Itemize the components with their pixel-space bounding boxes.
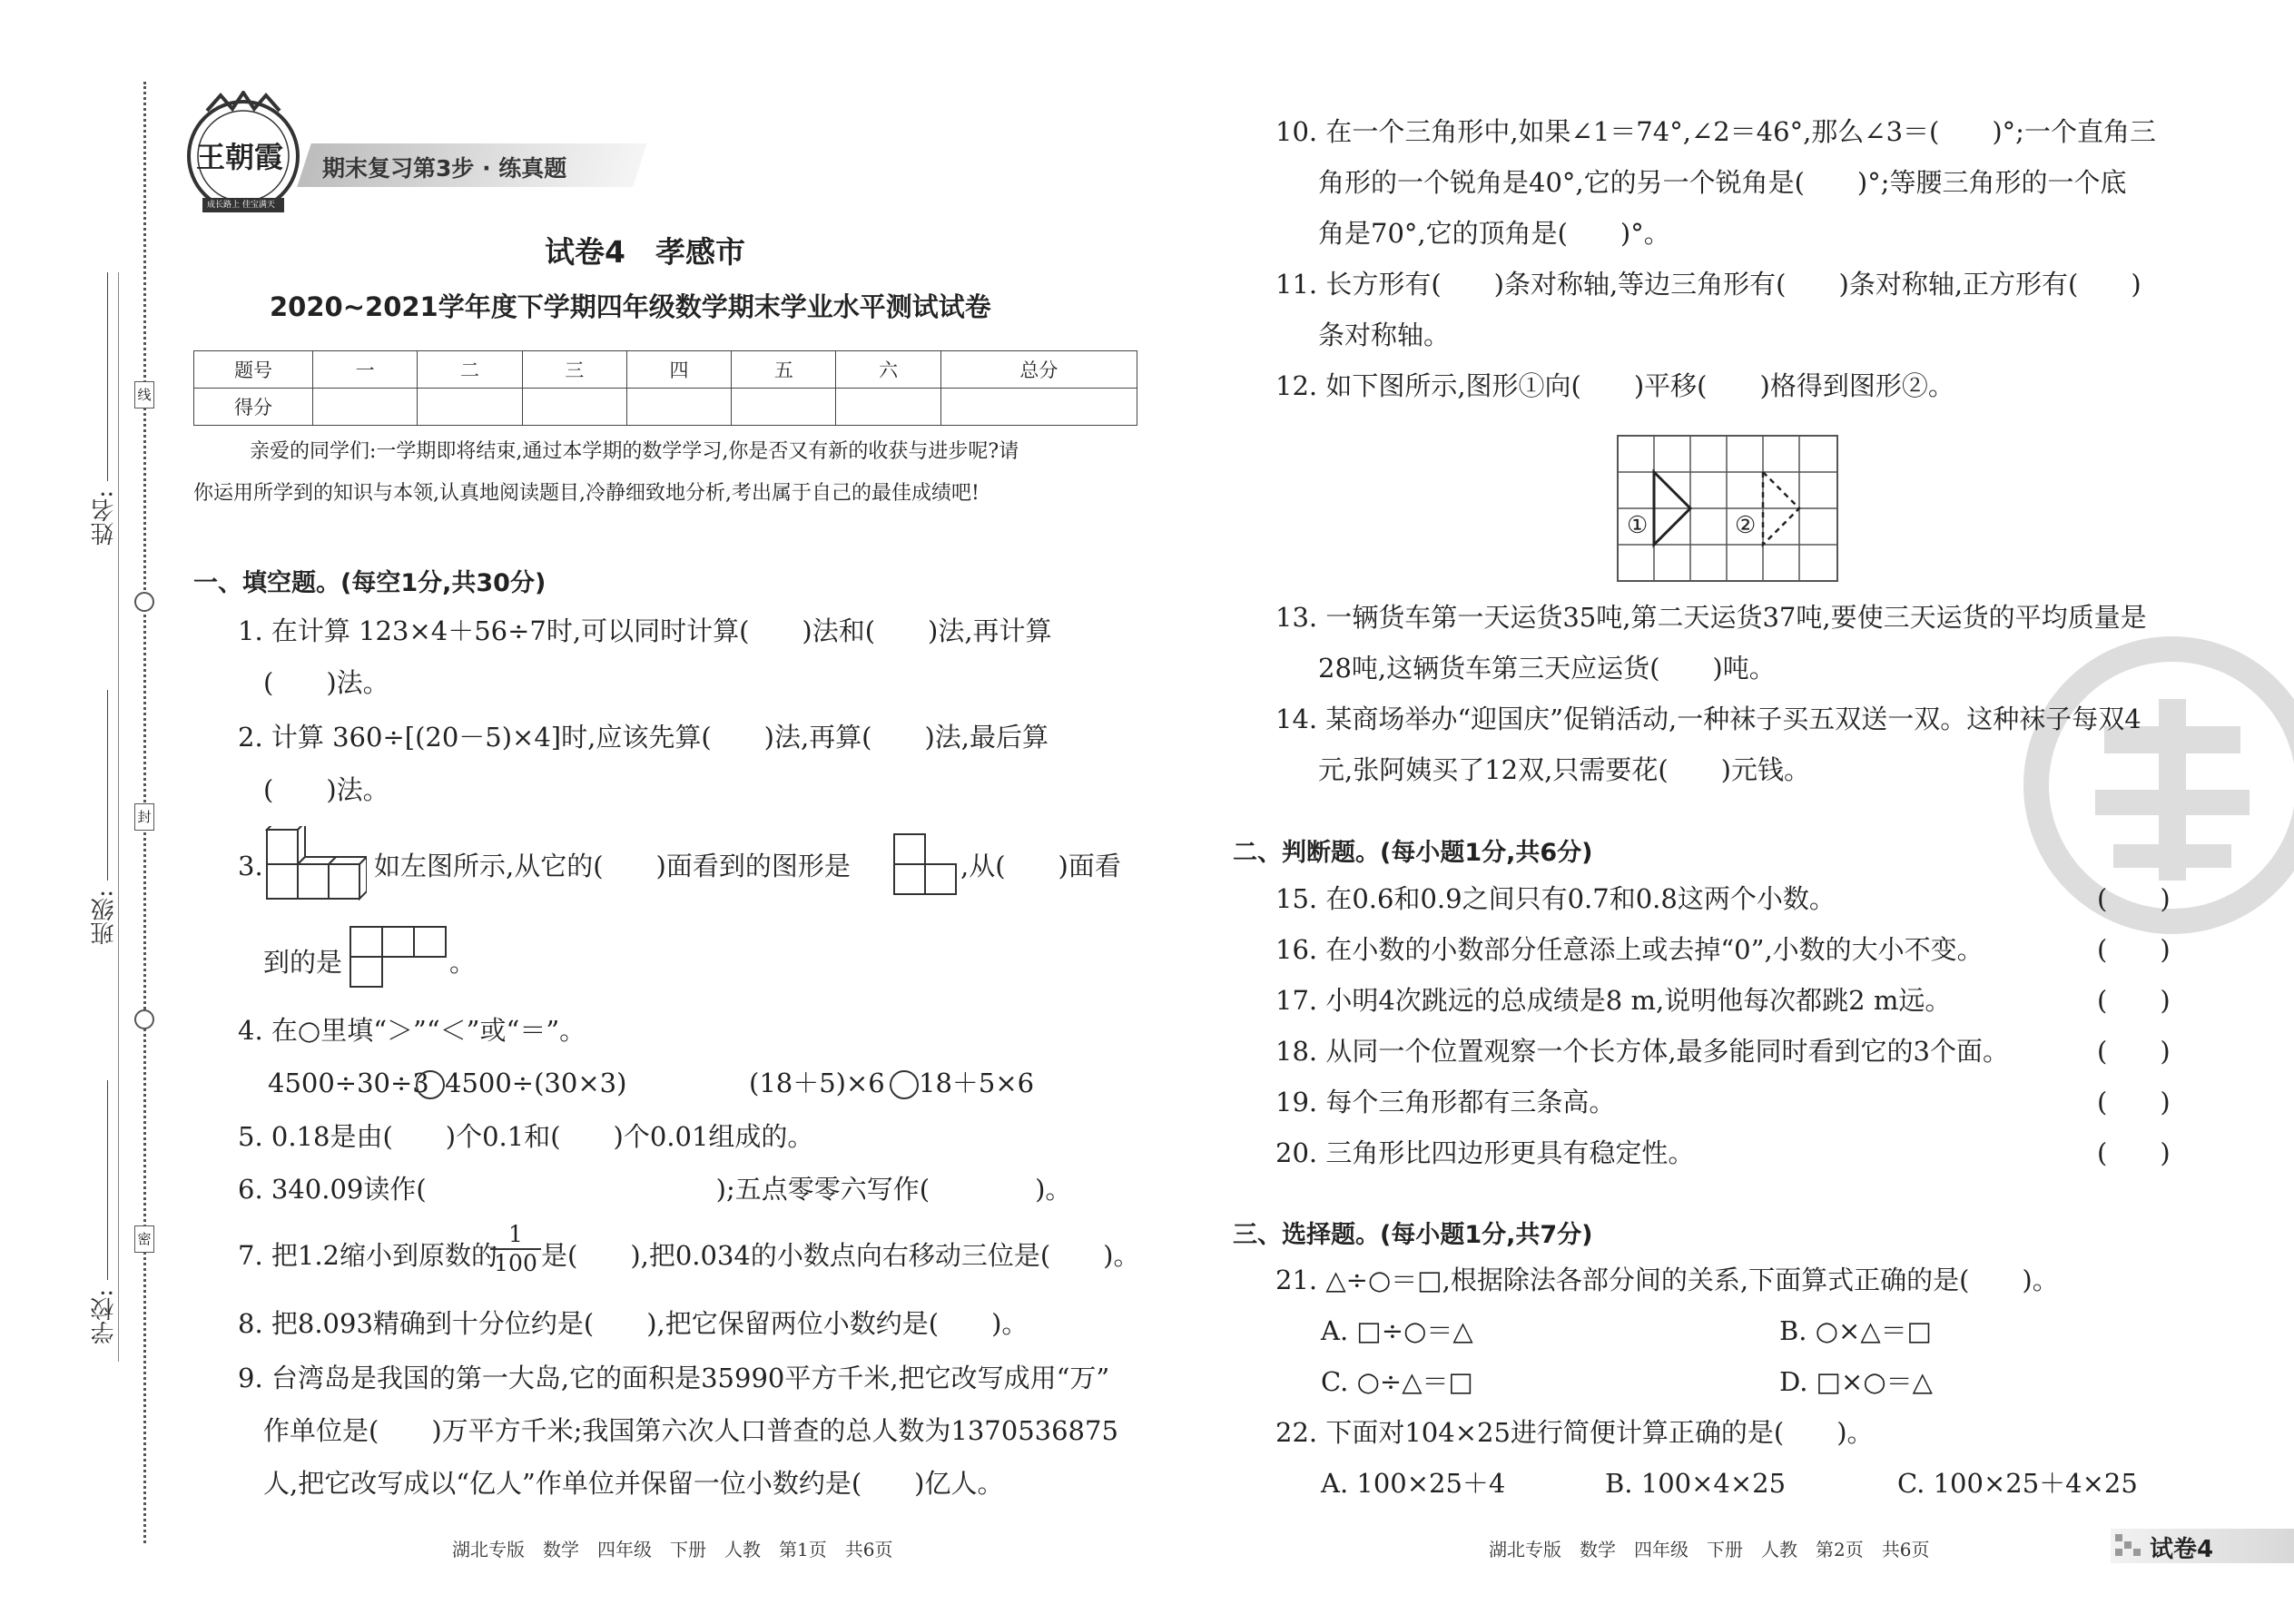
score-cell: 六 xyxy=(836,351,940,389)
score-cell: 五 xyxy=(732,351,836,389)
footer-left: 湖北专版 数学 四年级 下册 人教 第1页 共6页 xyxy=(452,1539,893,1560)
q22-option-a[interactable]: A. 100×25＋4 xyxy=(1321,1468,1506,1499)
judge-answer-15[interactable]: ( ) xyxy=(2097,883,2171,914)
judge-answer-19[interactable]: ( ) xyxy=(2097,1087,2171,1117)
q1-line1: 1. 在计算 123×4＋56÷7时,可以同时计算( )法和( )法,再计算 xyxy=(238,615,1052,646)
q4-expr2-right: 18＋5×6 xyxy=(919,1068,1035,1098)
q14-line1: 14. 某商场举办“迎国庆”促销活动,一种袜子买五双送一双。这种袜子每双4 xyxy=(1275,704,2141,734)
q14-line2: 元,张阿姨买了12双,只需要花( )元钱。 xyxy=(1318,754,1810,785)
score-input-cell[interactable] xyxy=(732,389,836,426)
compare-circle-2[interactable] xyxy=(890,1070,919,1099)
fraction-denominator: 100 xyxy=(494,1250,537,1276)
seal-char-mi: 密 xyxy=(134,1225,154,1253)
class-label: 班级: xyxy=(91,890,118,945)
q9-line1: 9. 台湾岛是我国的第一大岛,它的面积是35990平方千米,把它改写成用“万” xyxy=(238,1363,1110,1393)
fraction-numerator: 1 xyxy=(490,1221,541,1250)
judge-item-20: 20. 三角形比四边形更具有稳定性。 xyxy=(1275,1137,1695,1168)
score-input-cell[interactable] xyxy=(313,389,418,426)
punch-hole-2 xyxy=(134,1009,154,1029)
q7-text-b: 是( ),把0.034的小数点向右移动三位是( )。 xyxy=(541,1240,1140,1271)
q2-line1: 2. 计算 360÷[(20－5)×4]时,应该先算( )法,再算( )法,最后算 xyxy=(238,722,1049,753)
score-input-cell[interactable] xyxy=(522,389,626,426)
q12-text: 12. 如下图所示,图形①向( )平移( )格得到图形②。 xyxy=(1275,370,1954,401)
q22-option-b[interactable]: B. 100×4×25 xyxy=(1605,1468,1787,1499)
section2-title: 二、判断题。(每小题1分,共6分) xyxy=(1233,839,1593,867)
section3-title: 三、选择题。(每小题1分,共7分) xyxy=(1233,1221,1593,1249)
seal-char-feng: 封 xyxy=(134,803,154,831)
judge-item-17: 17. 小明4次跳远的总成绩是8 m,说明他每次都跳2 m远。 xyxy=(1275,985,1952,1016)
score-cell: 题号 xyxy=(194,351,313,389)
q7-text-a: 7. 把1.2缩小到原数的 xyxy=(238,1240,498,1271)
q2-line2: ( )法。 xyxy=(263,774,389,805)
q10-line1: 10. 在一个三角形中,如果∠1＝74°,∠2＝46°,那么∠3＝( )°;一个直角三 xyxy=(1275,116,2156,147)
score-input-cell[interactable] xyxy=(836,389,940,426)
q13-line1: 13. 一辆货车第一天运货35吨,第二天运货37吨,要使三天运货的平均质量是 xyxy=(1275,602,2147,633)
intro-line-2: 你运用所学到的知识与本领,认真地阅读题目,冷静细致地分析,考出属于自己的最佳成绩吧! xyxy=(193,482,980,505)
score-table-header-row xyxy=(194,351,1137,389)
judge-item-16: 16. 在小数的小数部分任意添上或去掉“0”,小数的大小不变。 xyxy=(1275,934,1984,965)
cube-stack-figure xyxy=(265,826,367,901)
q8-text: 8. 把8.093精确到十分位约是( ),把它保留两位小数约是( )。 xyxy=(238,1308,1029,1339)
q1-line2: ( )法。 xyxy=(263,667,389,698)
q4-text: 4. 在○里填“＞”“＜”或“＝”。 xyxy=(238,1015,586,1046)
q9-line2: 作单位是( )万平方千米;我国第六次人口普查的总人数为1370536875 xyxy=(263,1415,1118,1446)
score-table-score-row xyxy=(194,389,1137,426)
q22-text: 22. 下面对104×25进行简便计算正确的是( )。 xyxy=(1275,1417,1874,1448)
section1-title: 一、填空题。(每空1分,共30分) xyxy=(193,569,546,597)
judge-answer-16[interactable]: ( ) xyxy=(2097,934,2171,965)
q3-text-a: 如左图所示,从它的( )面看到的图形是 xyxy=(374,851,851,881)
q6-text: 6. 340.09读作( );五点零零六写作( )。 xyxy=(238,1174,1072,1205)
footer-tag: 试卷4 xyxy=(2150,1536,2214,1563)
judge-item-15: 15. 在0.6和0.9之间只有0.7和0.8这两个小数。 xyxy=(1275,883,1836,914)
score-input-cell[interactable] xyxy=(418,389,522,426)
q3-text-c: 到的是 xyxy=(263,947,343,978)
q21-text: 21. △÷○＝□,根据除法各部分间的关系,下面算式正确的是( )。 xyxy=(1275,1265,2059,1295)
class-line[interactable] xyxy=(107,690,108,881)
judge-item-19: 19. 每个三角形都有三条高。 xyxy=(1275,1087,1616,1117)
punch-hole-1 xyxy=(134,592,154,612)
q11-line2: 条对称轴。 xyxy=(1318,320,1451,350)
school-label: 学校: xyxy=(91,1289,118,1344)
score-input-cell[interactable] xyxy=(940,389,1137,426)
q21-option-b[interactable]: B. ○×△＝□ xyxy=(1779,1315,1933,1346)
figure-label-1: ① xyxy=(1627,512,1649,539)
q4-expr2-left: (18＋5)×6 xyxy=(749,1068,885,1098)
judge-answer-17[interactable]: ( ) xyxy=(2097,985,2171,1016)
q7-fraction xyxy=(490,1221,541,1277)
judge-answer-20[interactable]: ( ) xyxy=(2097,1137,2171,1168)
solid-binding-line xyxy=(118,272,119,1362)
judge-answer-18[interactable]: ( ) xyxy=(2097,1036,2171,1067)
paper-title: 试卷4 孝感市 xyxy=(545,234,745,270)
school-line[interactable] xyxy=(107,1080,108,1280)
footer-right: 湖北专版 数学 四年级 下册 人教 第2页 共6页 xyxy=(1489,1539,1930,1560)
view-shape-1 xyxy=(893,833,957,895)
q22-option-c[interactable]: C. 100×25＋4×25 xyxy=(1897,1468,2138,1499)
q13-line2: 28吨,这辆货车第三天应运货( )吨。 xyxy=(1318,653,1776,684)
q3-text-b: ,从( )面看 xyxy=(960,851,1121,881)
logo-subtext: 成长路上 佳宝满天 xyxy=(207,201,275,210)
translation-grid-figure xyxy=(1616,434,1839,583)
q10-line3: 角是70°,它的顶角是( )°。 xyxy=(1318,218,1670,249)
q21-option-c[interactable]: C. ○÷△＝□ xyxy=(1321,1366,1473,1397)
logo-text: 王朝霞 xyxy=(196,140,284,174)
q3-text-d: 。 xyxy=(449,947,477,978)
q3-number: 3. xyxy=(238,851,263,881)
step-banner-text: 期末复习第3步 · 练真题 xyxy=(322,155,567,182)
q4-expr1-right: 4500÷(30×3) xyxy=(445,1068,627,1098)
score-table xyxy=(193,350,1137,426)
footer-tag-dots xyxy=(2115,1534,2141,1558)
view-shape-2 xyxy=(350,926,448,988)
q10-line2: 角形的一个锐角是40°,它的另一个锐角是( )°;等腰三角形的一个底 xyxy=(1318,167,2127,198)
score-input-cell[interactable] xyxy=(626,389,731,426)
judge-item-18: 18. 从同一个位置观察一个长方体,最多能同时看到它的3个面。 xyxy=(1275,1036,2010,1067)
score-cell: 四 xyxy=(626,351,731,389)
intro-line-1: 亲爱的同学们:一学期即将结束,通过本学期的数学学习,你是否又有新的收获与进步呢?请 xyxy=(250,440,1019,463)
q5-text: 5. 0.18是由( )个0.1和( )个0.01组成的。 xyxy=(238,1121,814,1152)
figure-label-2: ② xyxy=(1735,512,1757,539)
score-cell: 一 xyxy=(313,351,418,389)
q9-line3: 人,把它改写成以“亿人”作单位并保留一位小数约是( )亿人。 xyxy=(263,1468,1004,1499)
q21-option-d[interactable]: D. □×○＝△ xyxy=(1779,1366,1933,1397)
score-cell: 二 xyxy=(418,351,522,389)
name-label: 姓名: xyxy=(91,490,118,546)
seal-char-xian: 线 xyxy=(134,381,154,408)
compare-circle-1[interactable] xyxy=(416,1070,445,1099)
q21-option-a[interactable]: A. □÷○＝△ xyxy=(1321,1315,1473,1346)
q11-line1: 11. 长方形有( )条对称轴,等边三角形有( )条对称轴,正方形有( ) xyxy=(1275,269,2141,300)
score-cell: 总分 xyxy=(940,351,1137,389)
name-line[interactable] xyxy=(107,272,108,481)
score-cell: 得分 xyxy=(194,389,313,426)
paper-subtitle: 2020~2021学年度下学期四年级数学期末学业水平测试试卷 xyxy=(270,291,991,322)
q4-expr1-left: 4500÷30÷3 xyxy=(268,1068,429,1098)
brand-logo xyxy=(180,91,307,218)
score-cell: 三 xyxy=(522,351,626,389)
